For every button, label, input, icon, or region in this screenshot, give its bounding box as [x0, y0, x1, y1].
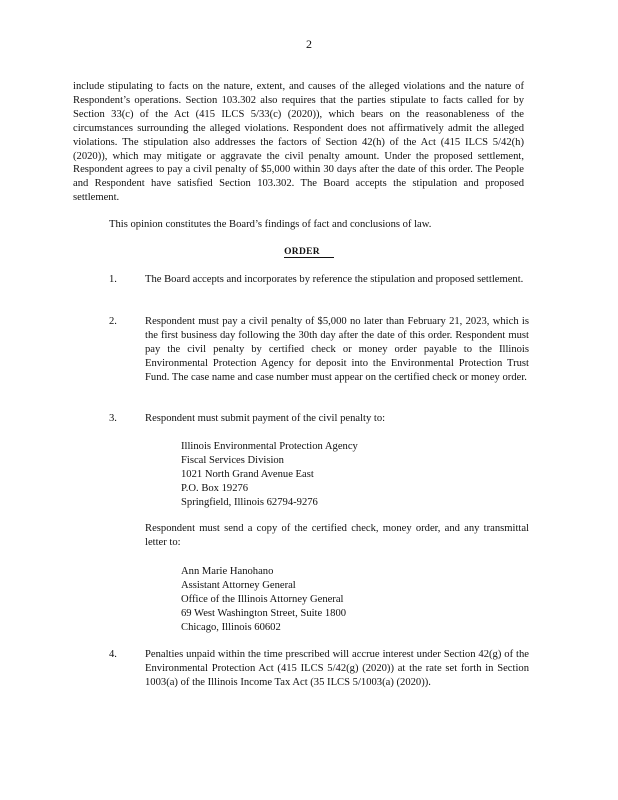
address-line: 69 West Washington Street, Suite 1800: [181, 607, 347, 619]
order-item-text: Respondent must submit payment of the civil penalty to:: [145, 413, 386, 424]
opinion-paragraph: This opinion constitutes the Board’s findings of fact and conclusions of law.: [109, 219, 432, 230]
order-item-number: 2.: [109, 316, 117, 327]
order-item-text: Respondent must pay a civil penalty of $5,000 no later than February 21, 2023, which is the first business day following the 30th day after the date of this order. Respondent must pay the civil penalty by certified check or money order payable to the Illinois Environmental Protection Agency for deposit into the Environmental Protection Trust Fund. The case name and case number must appear on the certified check or money order.: [145, 316, 529, 383]
address-line: Fiscal Services Division: [181, 454, 284, 466]
address-line: Assistant Attorney General: [181, 579, 296, 591]
address-line: Ann Marie Hanohano: [181, 566, 274, 577]
payment-address-block: [181, 440, 421, 510]
address-line: Springfield, Illinois 62794-9276: [181, 496, 318, 508]
address-line: 1021 North Grand Avenue East: [181, 468, 314, 480]
order-heading-text: ORDER: [284, 247, 334, 258]
address-line: Illinois Environmental Protection Agency: [181, 441, 358, 452]
page-number: 2: [306, 37, 312, 51]
order-heading: [0, 246, 618, 260]
order-item-number: 1.: [109, 274, 117, 285]
address-line: Office of the Illinois Attorney General: [181, 593, 344, 605]
address-line: P.O. Box 19276: [181, 482, 249, 494]
address-line: Chicago, Illinois 60602: [181, 621, 281, 633]
attorney-address-block: [181, 565, 421, 635]
order-item-number: 3.: [109, 413, 117, 424]
intro-paragraph: include stipulating to facts on the nature, extent, and causes of the alleged violations and the nature of Respondent’s operations. Section 103.302 also requires that the parties stipulate to facts called for by Section 33(c) of the Act (415 ILCS 5/33(c) (2020)), which bears on the reasonableness of the circumstances surrounding the alleged violations. Respondent does not affirmatively admit the alleged violations. The stipulation also addresses the factors of Section 42(h) of the Act (415 ILCS 5/42(h) (2020)), which may mitigate or aggravate the civil penalty amount. Under the proposed settlement, Respondent agrees to pay a civil penalty of $5,000 within 30 days after the date of this order. The People and Respondent have satisfied Section 103.302. The Board accepts the stipulation and proposed settlement.: [73, 81, 524, 204]
order-item-number: 4.: [109, 649, 117, 660]
order-item-text: Penalties unpaid within the time prescribed will accrue interest under Section 42(g) of the Environmental Protection Act (415 ILCS 5/42(g) (2020)) at the rate set forth in Section 1003(a) of the Illinois Income Tax Act (35 ILCS 5/1003(a) (2020)).: [145, 649, 529, 688]
send-copy-paragraph: Respondent must send a copy of the certified check, money order, and any transmittal letter to:: [145, 523, 529, 548]
order-item-text: The Board accepts and incorporates by reference the stipulation and proposed settlement.: [145, 274, 524, 285]
